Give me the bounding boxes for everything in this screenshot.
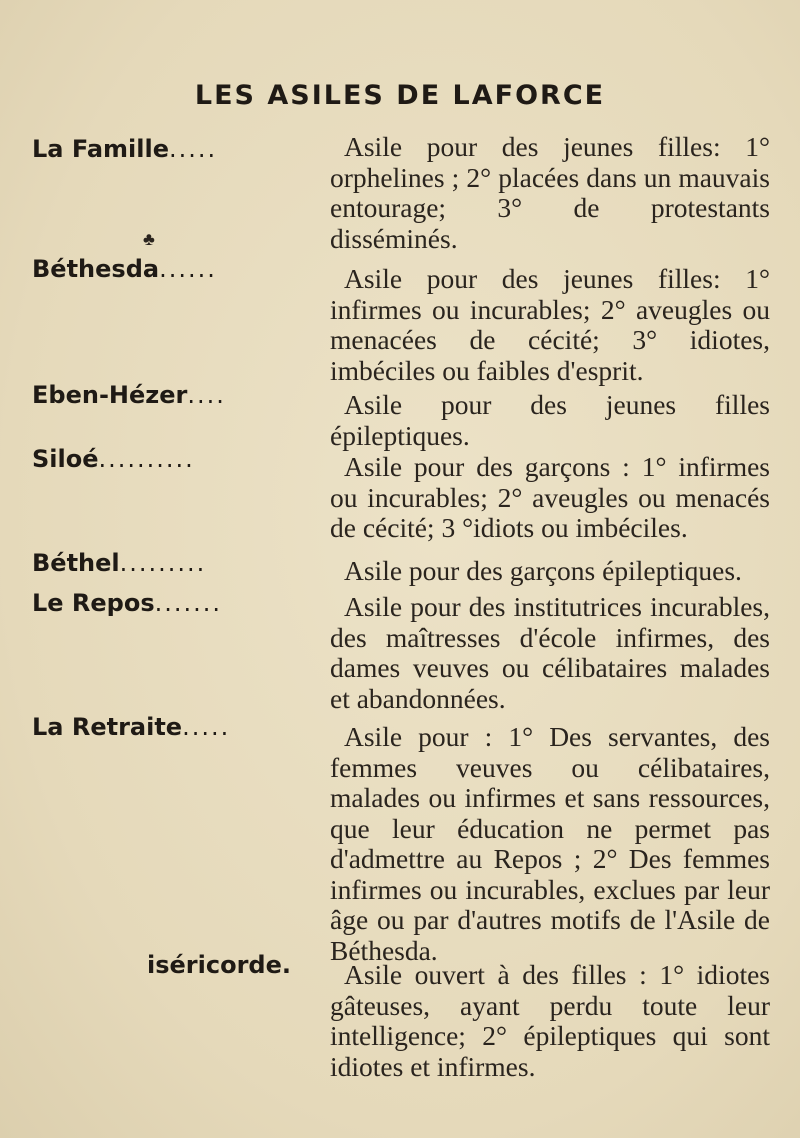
asylum-description-text: Asile pour : 1° Des servantes, des femmes veuves ou célibataires, malades ou infirmes et sans ressources, que leur éducation ne permet pas d'admettre au Repos ; 2° Des femmes infirmes ou incurables, exclues par leur âge ou par d'autres motifs de l'Asile de Béthesda. [330,721,770,966]
asylum-name-text: La Retraite [32,713,183,741]
marginal-mark: ♣ [143,229,155,249]
asylum-description [330,390,770,451]
asylum-description [330,592,770,714]
dot-leaders: .......... [98,445,195,473]
asylum-name [32,548,206,578]
asylum-name [32,254,217,284]
dot-leaders: .... [187,381,226,409]
asylum-name [147,950,291,980]
asylum-name-text: iséricorde. [147,951,291,979]
asylum-description-text: Asile pour des garçons épileptiques. [344,555,742,586]
dot-leaders: ..... [182,713,231,741]
dot-leaders: ....... [154,589,223,617]
asylum-name-text: Béthesda [32,255,160,283]
asylum-description-text: Asile ouvert à des filles : 1° idiotes gâteuses, ayant perdu toute leur intelligence; 2° épileptiques qui sont idiotes et infirmes. [330,959,770,1082]
asylum-name [32,134,217,164]
dot-leaders: ...... [159,255,217,283]
asylum-name-text: Le Repos [32,589,155,617]
asylum-name-text: La Famille [32,135,169,163]
asylum-description [330,556,770,587]
asylum-description [330,452,770,544]
asylum-description [330,132,770,254]
asylum-name-text: Siloé [32,445,99,473]
asylum-description-text: Asile pour des jeunes filles: 1° infirmes ou incurables; 2° aveugles ou menacées de cécité; 3° idiotes, imbéciles ou faibles d'esprit. [330,263,770,386]
asylum-name [32,444,195,474]
asylum-name [32,588,222,618]
asylum-description [330,960,770,1082]
asylum-description [330,264,770,386]
asylum-description-text: Asile pour des jeunes filles: 1° orphelines ; 2° placées dans un mauvais entourage; 3° de protestants disséminés. [330,131,770,254]
dot-leaders: ......... [119,549,207,577]
asylum-description-text: Asile pour des garçons : 1° infirmes ou incurables; 2° aveugles ou menacés de cécité; 3 °idiots ou imbéciles. [330,451,770,543]
asylum-description-text: Asile pour des jeunes filles épileptiques. [330,389,770,451]
asylum-name [32,712,230,742]
asylum-description-text: Asile pour des institutrices incurables, des maîtresses d'école infirmes, des dames veuves ou célibataires malades et abandonnées. [330,591,770,714]
page-title: LES ASILES DE LAFORCE [194,80,606,111]
asylum-name-text: Béthel [32,549,120,577]
asylum-description [330,722,770,966]
asylum-name [32,380,226,410]
dot-leaders: ..... [169,135,218,163]
asylum-name-text: Eben-Hézer [32,381,188,409]
